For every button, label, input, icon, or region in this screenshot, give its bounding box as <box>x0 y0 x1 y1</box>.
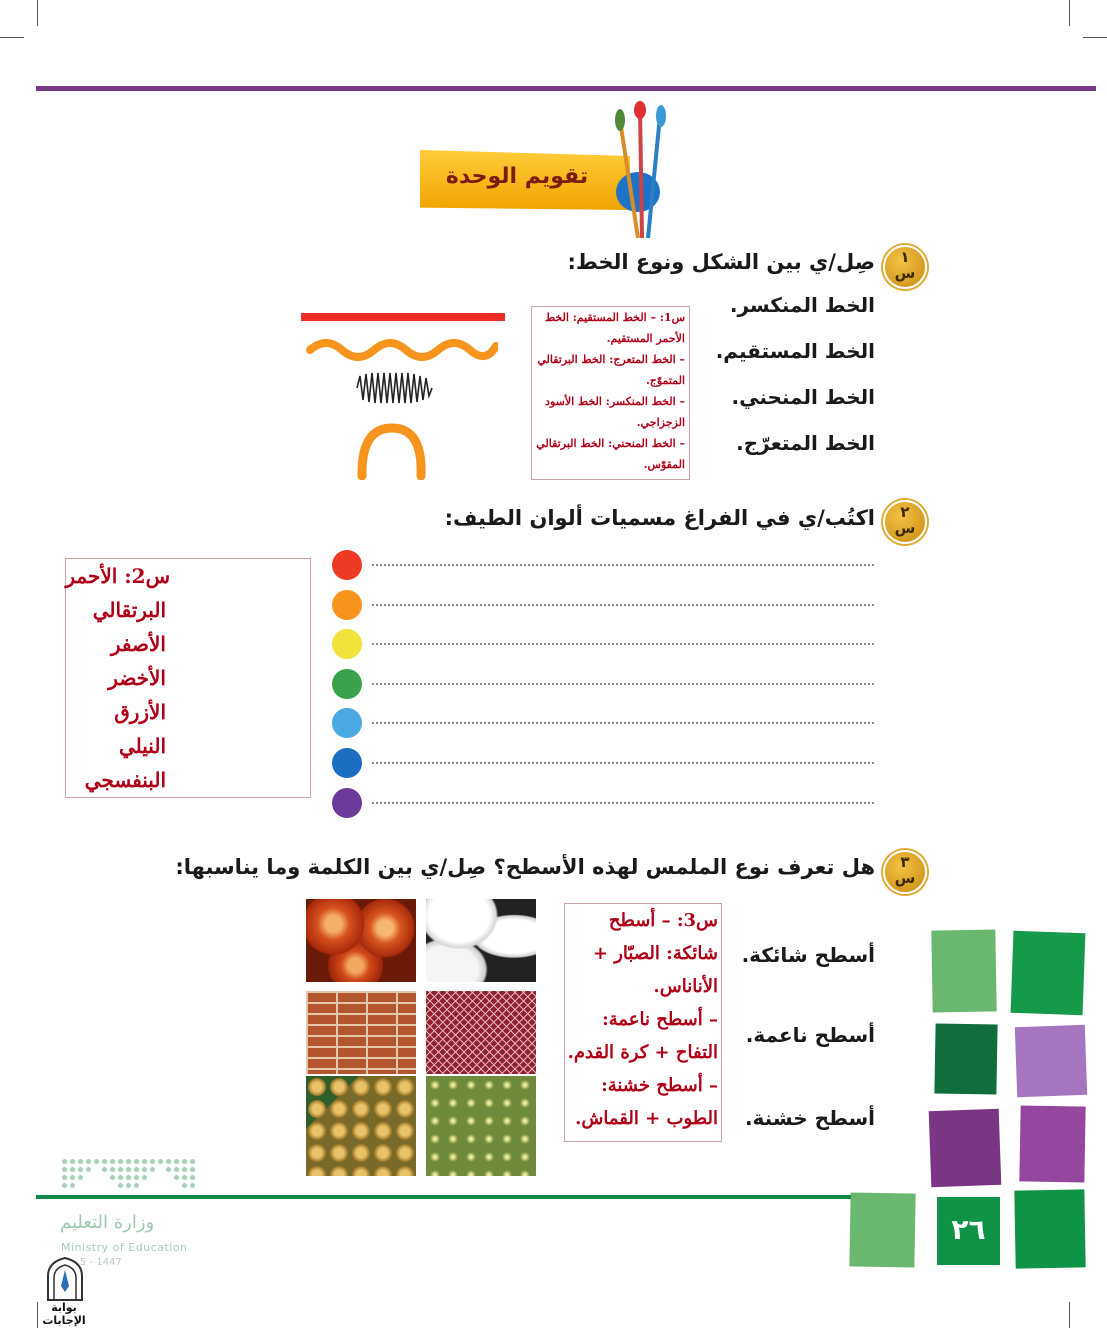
logo-dot <box>102 1159 107 1164</box>
spectrum-color-dot <box>332 629 362 659</box>
logo-dot <box>86 1159 91 1164</box>
logo-dot <box>110 1175 115 1180</box>
logo-dot <box>134 1175 139 1180</box>
decor-square <box>929 1109 1002 1187</box>
q3-answer-line: س3: – أسطح <box>608 910 718 931</box>
decor-square <box>1019 1105 1085 1182</box>
logo-dot <box>142 1167 147 1172</box>
decor-square <box>1015 1025 1087 1097</box>
zigzag-black-line <box>355 370 435 406</box>
logo-dot <box>150 1159 155 1164</box>
logo-dot <box>174 1175 179 1180</box>
logo-dot <box>110 1159 115 1164</box>
logo-dot <box>182 1167 187 1172</box>
question-1-text: صِل/ي بين الشكل ونوع الخط: <box>567 250 875 274</box>
spectrum-color-dot <box>332 748 362 778</box>
q1-answer-line: – الخط المتعرج: الخط البرتقالي <box>537 353 685 366</box>
q3-item-rough: أسطح خشنة. <box>744 1106 875 1130</box>
answer-dotted-line <box>372 722 874 724</box>
logo-dot <box>190 1159 195 1164</box>
decor-square <box>931 929 996 1012</box>
pineapple-texture-image <box>306 1076 416 1176</box>
q1-item-curved-line: الخط المنحني. <box>731 385 875 409</box>
logo-dot <box>126 1183 131 1188</box>
answer-dotted-line <box>372 802 874 804</box>
apples-texture-image <box>306 899 416 982</box>
logo-dot <box>142 1159 147 1164</box>
question-2-badge: ٢ س <box>883 500 927 544</box>
q2-answer-line: الأصفر <box>110 632 166 656</box>
q3-answer-line: التفاح + كرة القدم. <box>567 1042 718 1063</box>
question-3-text: هل تعرف نوع الملمس لهذه الأسطح؟ صِل/ي بين الكلمة وما يناسبها: <box>175 855 875 879</box>
q1-item-wavy-line: الخط المتعرّج. <box>736 431 875 455</box>
q3-item-prickly: أسطح شائكة. <box>741 943 875 967</box>
decor-square <box>1014 1189 1085 1268</box>
answer-dotted-line <box>372 762 874 764</box>
answer-dotted-line <box>372 604 874 606</box>
logo-dot <box>62 1167 67 1172</box>
ministry-year: 5 - 1447 <box>80 1257 122 1268</box>
q3-answer-line: الأناناس. <box>653 976 718 997</box>
logo-dot <box>190 1167 195 1172</box>
logo-dot <box>118 1175 123 1180</box>
logo-dot <box>78 1175 83 1180</box>
logo-dot <box>62 1175 67 1180</box>
q2-answer-line: الأزرق <box>114 700 166 724</box>
logo-dot <box>126 1159 131 1164</box>
q2-answer-line: س2: الأحمر <box>65 564 170 588</box>
answers-portal-name: بوابة الإجابات <box>42 1301 86 1327</box>
logo-dot <box>70 1175 75 1180</box>
cactus-texture-image <box>426 1076 536 1176</box>
logo-dot <box>190 1183 195 1188</box>
logo-dot <box>86 1167 91 1172</box>
q3-answer-line: شائكة: الصبّار + <box>592 943 718 964</box>
straight-red-line <box>301 313 505 321</box>
q2-answer-line: النيلي <box>118 734 166 758</box>
q3-answer-box <box>564 903 722 1142</box>
paintbrushes-icon <box>598 100 678 240</box>
decor-square <box>934 1023 997 1094</box>
logo-dot <box>182 1183 187 1188</box>
logo-dot <box>70 1167 75 1172</box>
q2-answer-line: البرتقالي <box>92 598 166 622</box>
logo-dot <box>134 1167 139 1172</box>
fabric-texture-image <box>426 991 536 1074</box>
logo-dot <box>118 1159 123 1164</box>
logo-dot <box>126 1175 131 1180</box>
logo-dot <box>142 1175 147 1180</box>
logo-dot <box>78 1159 83 1164</box>
spectrum-color-dot <box>332 708 362 738</box>
logo-dot <box>70 1159 75 1164</box>
q1-answer-line: س1: – الخط المستقيم: الخط <box>544 311 685 324</box>
q1-answer-line: – الخط المنكسر: الخط الأسود <box>545 395 685 408</box>
ministry-name-ar: وزارة التعليم <box>60 1212 155 1233</box>
logo-dot <box>134 1183 139 1188</box>
decor-square <box>849 1192 915 1267</box>
logo-dot <box>94 1159 99 1164</box>
q1-answer-line: المتموّج. <box>645 374 685 387</box>
page-number: ٢٦ <box>951 1213 986 1246</box>
logo-dot <box>102 1167 107 1172</box>
logo-dot <box>62 1183 67 1188</box>
logo-dot <box>78 1167 83 1172</box>
logo-dot <box>118 1183 123 1188</box>
logo-dot <box>150 1167 155 1172</box>
ministry-dots-logo <box>62 1155 196 1191</box>
logo-dot <box>174 1159 179 1164</box>
q2-answer-line: البنفسجي <box>84 768 166 792</box>
football-texture-image <box>426 899 536 982</box>
logo-dot <box>166 1159 171 1164</box>
q3-answer-line: الطوب + القماش. <box>575 1108 718 1129</box>
footer-rule <box>36 1195 851 1199</box>
logo-dot <box>166 1167 171 1172</box>
spectrum-color-dot <box>332 788 362 818</box>
logo-dot <box>118 1167 123 1172</box>
decor-square <box>1011 931 1086 1015</box>
logo-dot <box>182 1175 187 1180</box>
arched-orange-line <box>355 420 429 480</box>
answer-dotted-line <box>372 683 874 685</box>
q1-item-straight-line: الخط المستقيم. <box>715 339 875 363</box>
spectrum-color-dot <box>332 550 362 580</box>
logo-dot <box>134 1159 139 1164</box>
q2-answer-box <box>65 558 311 798</box>
ministry-name-en: Ministry of Education <box>61 1241 188 1254</box>
q3-answer-line: – أسطح خشنة: <box>601 1075 718 1096</box>
logo-dot <box>158 1159 163 1164</box>
logo-dot <box>126 1167 131 1172</box>
top-rule <box>36 86 1096 91</box>
spectrum-color-dot <box>332 669 362 699</box>
question-3-badge: ٣ س <box>883 850 927 894</box>
answer-dotted-line <box>372 643 874 645</box>
banner-title: تقويم الوحدة <box>445 164 589 189</box>
logo-dot <box>190 1175 195 1180</box>
question-2-text: اكتُب/ي في الفراغ مسميات ألوان الطيف: <box>444 506 875 530</box>
logo-dot <box>70 1183 75 1188</box>
q1-item-broken-line: الخط المنكسر. <box>729 293 875 317</box>
logo-dot <box>110 1167 115 1172</box>
logo-dot <box>62 1159 67 1164</box>
q1-answer-line: – الخط المنحني: الخط البرتقالي <box>536 437 685 450</box>
answer-dotted-line <box>372 564 874 566</box>
q3-item-smooth: أسطح ناعمة. <box>745 1023 875 1047</box>
logo-dot <box>182 1159 187 1164</box>
logo-dot <box>174 1167 179 1172</box>
q3-answer-line: – أسطح ناعمة: <box>602 1009 718 1030</box>
q2-answer-line: الأخضر <box>108 666 166 690</box>
brick-texture-image <box>306 991 416 1074</box>
question-1-badge: ١ س <box>883 245 927 289</box>
q1-answer-line: المقوّس. <box>643 458 685 471</box>
q1-answer-line: الأحمر المستقيم. <box>606 332 685 345</box>
q1-answer-line: الزجزاجي. <box>636 416 685 429</box>
wavy-orange-line <box>306 334 498 364</box>
q1-answer-box <box>531 306 690 480</box>
spectrum-color-dot <box>332 590 362 620</box>
answers-portal-icon <box>44 1256 86 1302</box>
